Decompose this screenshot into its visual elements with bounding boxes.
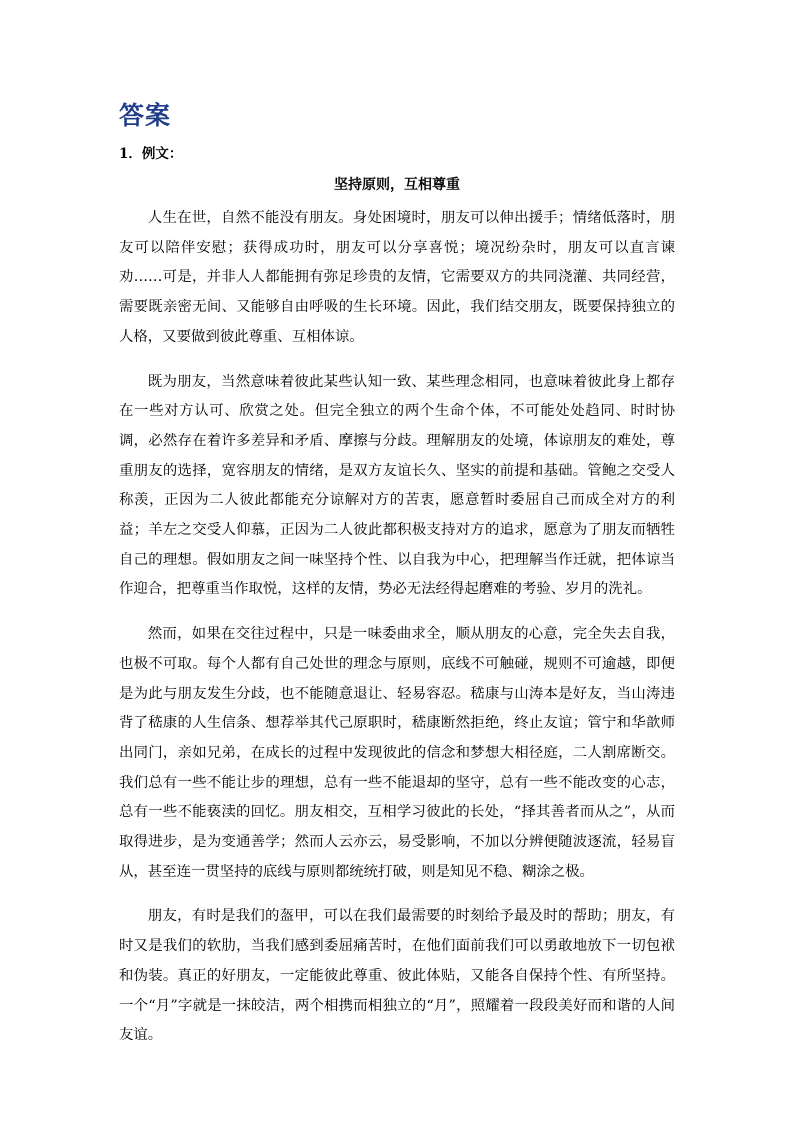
essay-body [119, 204, 675, 1066]
answer-heading: 答案 [119, 101, 172, 130]
essay-paragraph-2: 既为朋友，当然意味着彼此某些认知一致、某些理念相同，也意味着彼此身上都存在一些对方认可、欣赏之处。但完全独立的两个生命个体，不可能处处趋同、时时协调，必然存在着许多差异和矛盾、摩擦与分歧。理解朋友的处境，体谅朋友的难处，尊重朋友的选择，宽容朋友的情绪，是双方友谊长久、坚实的前提和基础。管鲍之交受人称羡，正因为二人彼此都能充分谅解对方的苦衷，愿意暂时委屈自己而成全对方的利益；羊左之交受人仰慕，正因为二人彼此都积极支持对方的追求，愿意为了朋友而牺牲自己的理想。假如朋友之间一味坚持个性、以自我为中心，把理解当作迁就，把体谅当作迎合，把尊重当作取悦，这样的友情，势必无法经得起磨难的考验、岁月的洗礼。 [119, 373, 675, 598]
essay-paragraph-1: 人生在世，自然不能没有朋友。身处困境时，朋友可以伸出援手；情绪低落时，朋友可以陪伴安慰；获得成功时，朋友可以分享喜悦；境况纷杂时，朋友可以直言谏劝……可是，并非人人都能拥有弥足珍贵的友情，它需要双方的共同浇灌、共同经营，需要既亲密无间、又能够自由呼吸的生长环境。因此，我们结交朋友，既要保持独立的人格，又要做到彼此尊重、互相体谅。 [119, 210, 675, 345]
essay-paragraph-3: 然而，如果在交往过程中，只是一味委曲求全，顺从朋友的心意，完全失去自我，也极不可取。每个人都有自己处世的理念与原则，底线不可触碰，规则不可逾越，即便是为此与朋友发生分歧，也不能随意退让、轻易容忍。嵇康与山涛本是好友，当山涛违背了嵇康的人生信条、想荐举其代己原职时，嵇康断然拒绝，终止友谊；管宁和华歆师出同门，亲如兄弟，在成长的过程中发现彼此的信念和梦想大相径庭，二人割席断交。我们总有一些不能让步的理想，总有一些不能退却的坚守，总有一些不能改变的心志，总有一些不能亵渎的回忆。朋友相交，互相学习彼此的长处，“择其善者而从之”，从而取得进步，是为变通善学；然而人云亦云，易受影响，不加以分辨便随波逐流，轻易盲从，甚至连一贯坚持的底线与原则都统统打破，则是知见不稳、糊涂之极。 [119, 626, 675, 880]
question-label: 1．例文： [119, 146, 183, 162]
essay-paragraph-4: 朋友，有时是我们的盔甲，可以在我们最需要的时刻给予最及时的帮助；朋友，有时又是我们的软肋，当我们感到委屈痛苦时，在他们面前我们可以勇敢地放下一切包袱和伪装。真正的好朋友，一定能彼此尊重、彼此体贴，又能各自保持个性、有所坚持。一个“月”字就是一抹皎洁，两个相携而相独立的“月”，照耀着一段段美好而和谐的人间友谊。 [119, 908, 675, 1044]
essay-title: 坚持原则，互相尊重 [334, 177, 460, 193]
